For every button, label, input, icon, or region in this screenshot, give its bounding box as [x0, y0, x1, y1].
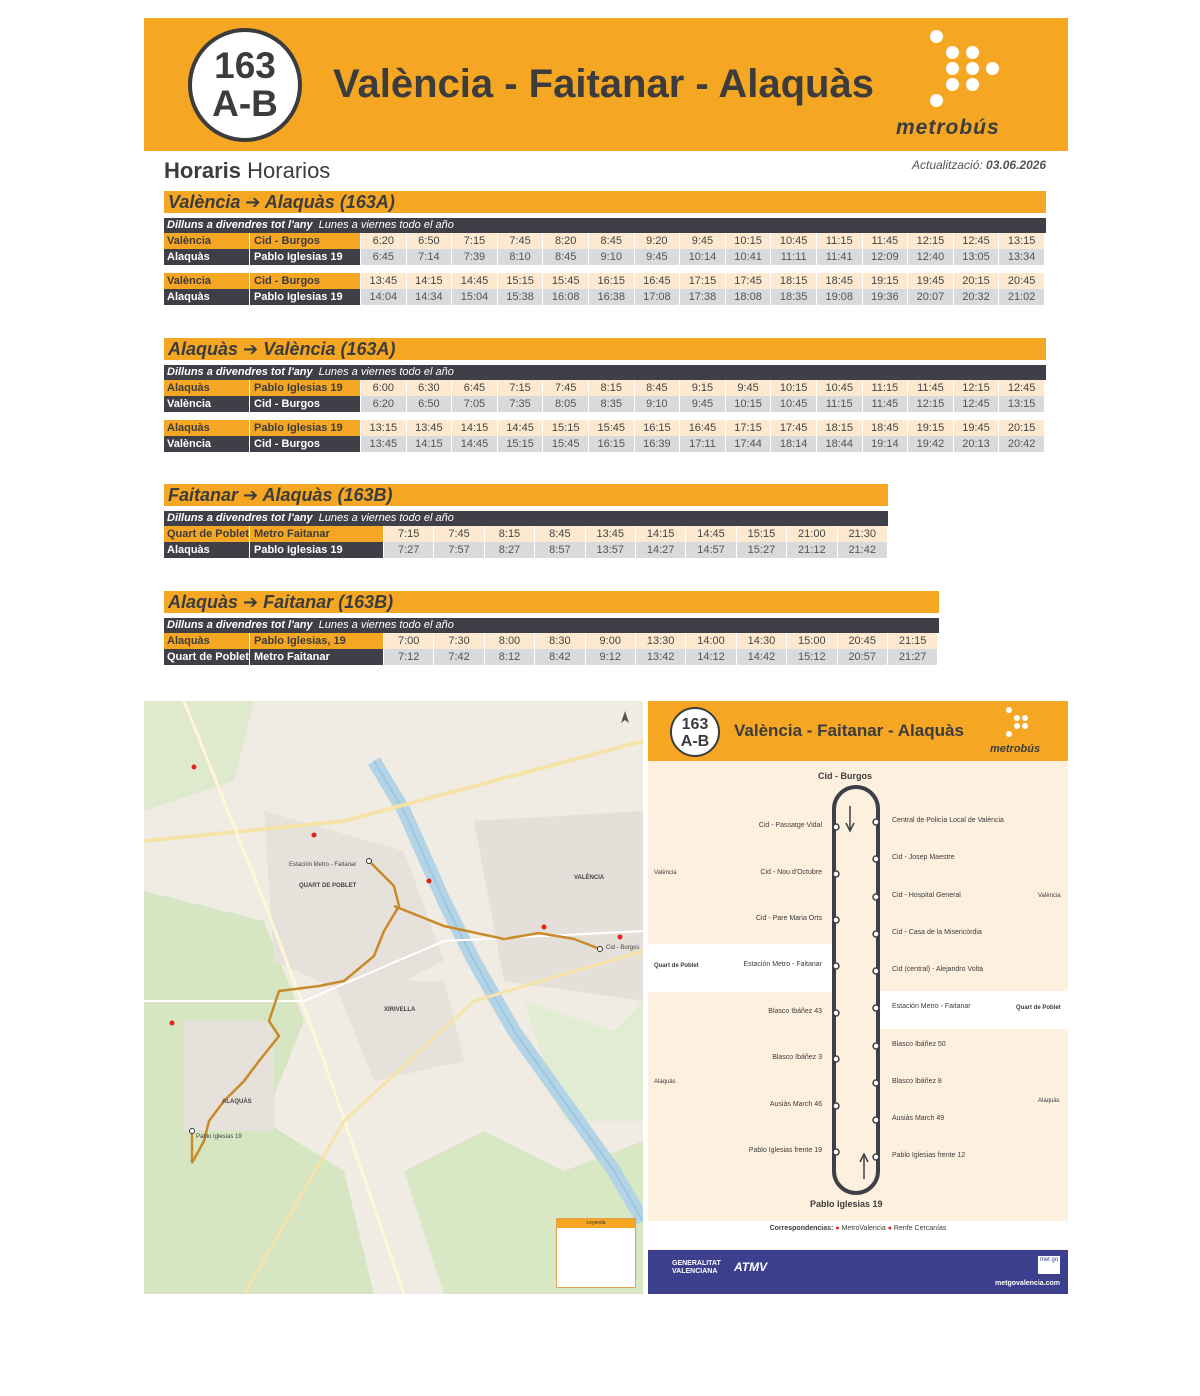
time-cell: 13:05 — [954, 249, 1000, 265]
section-title: Faitanar ➔ Alaquàs (163B) — [164, 484, 888, 506]
time-cell: 12:40 — [908, 249, 954, 265]
timetable-row — [164, 233, 1046, 249]
diagram-stop-dot — [873, 856, 879, 862]
time-cell: 12:15 — [908, 396, 954, 412]
diagram-top-stop: Cid - Burgos — [818, 771, 872, 781]
time-cell: 19:15 — [863, 273, 909, 289]
row-stop: Pablo Iglesias 19 — [250, 542, 384, 558]
time-cell: 15:04 — [452, 289, 498, 305]
time-cell: 14:15 — [636, 526, 686, 542]
time-cell: 14:45 — [498, 420, 544, 436]
correspondences: Correspondencias: ● MetroValencia ● Renfe Cercanías — [769, 1225, 947, 1232]
time-cell: 10:15 — [771, 380, 817, 396]
time-cell: 8:15 — [485, 526, 535, 542]
row-town: València — [164, 233, 250, 249]
diagram-stop-left: Cid - Nou d'Octubre — [760, 869, 822, 876]
diagram-bottom-stop: Pablo Iglesias 19 — [810, 1199, 883, 1209]
time-cell: 8:57 — [535, 542, 585, 558]
time-cell: 16:45 — [635, 273, 681, 289]
diagram-stop-dot — [873, 1117, 879, 1123]
time-cell: 14:04 — [361, 289, 407, 305]
time-cell: 18:08 — [726, 289, 772, 305]
time-cell: 8:15 — [589, 380, 635, 396]
route-number: 163 — [214, 45, 276, 86]
time-cell: 11:11 — [771, 249, 817, 265]
diagram-stop-dot — [833, 824, 839, 830]
time-cell: 17:15 — [680, 273, 726, 289]
time-cell: 13:57 — [586, 542, 636, 558]
diagram-stop-dot — [833, 1010, 839, 1016]
time-cell: 7:45 — [434, 526, 484, 542]
time-cell: 10:41 — [726, 249, 772, 265]
time-cell: 19:45 — [908, 273, 954, 289]
timetable-section — [164, 191, 1046, 305]
time-cell: 15:45 — [543, 436, 589, 452]
diagram-stop-dot — [833, 963, 839, 969]
time-cell: 11:15 — [817, 233, 863, 249]
timetable-section — [164, 338, 1046, 452]
time-cell: 8:20 — [543, 233, 589, 249]
diagram-stop-left: Estación Metro - Faitanar — [743, 961, 822, 968]
atmv-logo: ATMV — [734, 1260, 768, 1274]
map-legend: Leyenda — [556, 1218, 636, 1288]
route-variant: A-B — [212, 83, 278, 124]
metrobus-logo-icon — [924, 28, 1004, 112]
time-cell: 10:45 — [817, 380, 863, 396]
time-cell: 9:45 — [635, 249, 681, 265]
diagram-stop-dot — [873, 1154, 879, 1160]
diagram-stop-dot — [873, 931, 879, 937]
diagram-stop-dot — [873, 1005, 879, 1011]
service-days: Dilluns a divendres tot l'any Lunes a viernes todo el año — [164, 365, 1046, 380]
time-cell: 7:14 — [407, 249, 453, 265]
time-cell: 7:05 — [452, 396, 498, 412]
time-cell: 11:15 — [817, 396, 863, 412]
metgo-logo: met go — [1038, 1256, 1060, 1274]
diagram-stop-dot — [833, 1056, 839, 1062]
time-cell: 9:45 — [726, 380, 772, 396]
time-cell: 14:15 — [407, 273, 453, 289]
time-cell: 15:45 — [543, 273, 589, 289]
time-cell: 16:15 — [589, 436, 635, 452]
diagram-stop-dot — [873, 1080, 879, 1086]
time-cell: 14:30 — [737, 633, 787, 649]
time-cell: 8:45 — [535, 526, 585, 542]
time-cell: 8:05 — [543, 396, 589, 412]
time-cell: 13:34 — [999, 249, 1045, 265]
service-days: Dilluns a divendres tot l'any Lunes a viernes todo el año — [164, 218, 1046, 233]
row-town: València — [164, 273, 250, 289]
timetable-row — [164, 249, 1046, 265]
time-cell: 11:41 — [817, 249, 863, 265]
update-date: Actualització: 03.06.2026 — [912, 158, 1047, 172]
row-town: Alaquàs — [164, 380, 250, 396]
time-cell: 11:45 — [863, 233, 909, 249]
section-title: Alaquàs ➔ València (163A) — [164, 338, 1046, 360]
diagram-stop-dot — [833, 1103, 839, 1109]
time-cell: 7:30 — [434, 633, 484, 649]
row-town: Alaquàs — [164, 633, 250, 649]
row-stop: Metro Faitanar — [250, 649, 384, 665]
time-cell: 17:38 — [680, 289, 726, 305]
time-cell: 15:00 — [787, 633, 837, 649]
time-cell: 13:45 — [361, 436, 407, 452]
time-cell: 16:39 — [635, 436, 681, 452]
time-cell: 20:15 — [954, 273, 1000, 289]
section-title: Alaquàs ➔ Faitanar (163B) — [164, 591, 939, 613]
time-cell: 17:15 — [726, 420, 772, 436]
time-cell: 19:14 — [863, 436, 909, 452]
time-cell: 7:27 — [384, 542, 434, 558]
timetable-row — [164, 420, 1046, 436]
time-cell: 6:45 — [452, 380, 498, 396]
route-map: QUART DE POBLET VALÈNCIA XIRIVELLA ALAQUÀS Estación Metro - Faitanar Cid - Burgos Pablo Iglesias 19 Leyenda — [144, 701, 643, 1294]
timetable-row — [164, 289, 1046, 305]
time-cell: 9:15 — [680, 380, 726, 396]
diagram-stop-left: Cid - Passatge Vidal — [758, 822, 822, 829]
time-cell: 9:00 — [586, 633, 636, 649]
time-cell: 6:30 — [407, 380, 453, 396]
time-cell: 17:11 — [680, 436, 726, 452]
row-town: Quart de Poblet — [164, 649, 250, 665]
time-cell: 11:45 — [863, 396, 909, 412]
time-cell: 10:14 — [680, 249, 726, 265]
diagram-stop-dot — [873, 1043, 879, 1049]
time-cell: 15:27 — [737, 542, 787, 558]
diagram-title: València - Faitanar - Alaquàs — [734, 721, 964, 740]
time-cell: 9:45 — [680, 233, 726, 249]
time-cell: 13:15 — [999, 396, 1045, 412]
time-cell: 18:45 — [817, 273, 863, 289]
time-cell: 14:45 — [686, 526, 736, 542]
timetable-row — [164, 396, 1046, 412]
time-cell: 8:35 — [589, 396, 635, 412]
diagram-stop-right: Blasco Ibáñez 8 — [892, 1078, 942, 1085]
time-cell: 10:45 — [771, 233, 817, 249]
time-cell: 8:00 — [485, 633, 535, 649]
time-cell: 13:42 — [636, 649, 686, 665]
time-cell: 12:09 — [863, 249, 909, 265]
row-town: Alaquàs — [164, 289, 250, 305]
time-cell: 11:45 — [908, 380, 954, 396]
time-cell: 21:02 — [999, 289, 1045, 305]
time-cell: 15:15 — [498, 273, 544, 289]
time-cell: 18:44 — [817, 436, 863, 452]
row-stop: Cid - Burgos — [250, 396, 361, 412]
diagram-stop-right: Cid - Hospital General — [892, 892, 961, 899]
row-town: València — [164, 396, 250, 412]
row-stop: Pablo Iglesias 19 — [250, 289, 361, 305]
time-cell: 12:45 — [954, 396, 1000, 412]
time-cell: 16:15 — [589, 273, 635, 289]
time-cell: 21:15 — [888, 633, 938, 649]
timetable-row — [164, 542, 888, 558]
diagram-stop-right: Pablo Iglesias frente 12 — [892, 1152, 966, 1159]
diagram-route-badge: 163 A-B — [670, 707, 720, 757]
time-cell: 8:10 — [498, 249, 544, 265]
time-cell: 8:12 — [485, 649, 535, 665]
time-cell: 19:36 — [863, 289, 909, 305]
time-cell: 21:12 — [787, 542, 837, 558]
time-cell: 14:15 — [407, 436, 453, 452]
time-cell: 7:15 — [498, 380, 544, 396]
time-cell: 7:15 — [384, 526, 434, 542]
time-cell: 20:42 — [999, 436, 1045, 452]
row-stop: Metro Faitanar — [250, 526, 384, 542]
time-cell: 9:10 — [589, 249, 635, 265]
time-cell: 7:45 — [498, 233, 544, 249]
diagram-stop-left: Ausiàs March 46 — [769, 1101, 822, 1108]
time-cell: 20:07 — [908, 289, 954, 305]
time-cell: 8:45 — [635, 380, 681, 396]
row-stop: Cid - Burgos — [250, 436, 361, 452]
time-cell: 7:00 — [384, 633, 434, 649]
time-cell: 21:27 — [888, 649, 938, 665]
time-cell: 14:00 — [686, 633, 736, 649]
time-cell: 19:42 — [908, 436, 954, 452]
diagram-stop-left: Blasco Ibáñez 43 — [768, 1008, 822, 1015]
diagram-stop-right: Estación Metro - Faitanar — [892, 1003, 971, 1010]
time-cell: 11:15 — [863, 380, 909, 396]
time-cell: 6:20 — [361, 233, 407, 249]
diagram-stop-dot — [833, 1149, 839, 1155]
metrobus-logo-text: metrobús — [896, 116, 1000, 139]
row-town: Alaquàs — [164, 420, 250, 436]
time-cell: 17:44 — [726, 436, 772, 452]
time-cell: 8:30 — [535, 633, 585, 649]
diagram-stop-right: Cid (central) - Alejandro Volta — [892, 966, 984, 973]
schedule-heading: Horaris Horarios — [164, 158, 331, 183]
row-stop: Pablo Iglesias 19 — [250, 380, 361, 396]
diagram-logo-text: metrobús — [990, 743, 1041, 755]
time-cell: 15:12 — [787, 649, 837, 665]
row-stop: Pablo Iglesias 19 — [250, 420, 361, 436]
time-cell: 9:45 — [680, 396, 726, 412]
diagram-stop-right: Central de Policía Local de València — [892, 817, 1004, 824]
time-cell: 15:15 — [737, 526, 787, 542]
time-cell: 6:50 — [407, 396, 453, 412]
diagram-stop-dot — [873, 819, 879, 825]
time-cell: 6:45 — [361, 249, 407, 265]
time-cell: 17:45 — [771, 420, 817, 436]
time-cell: 18:35 — [771, 289, 817, 305]
time-cell: 14:12 — [686, 649, 736, 665]
time-cell: 6:50 — [407, 233, 453, 249]
row-stop: Cid - Burgos — [250, 273, 361, 289]
timetable-section — [164, 591, 939, 665]
time-cell: 7:39 — [452, 249, 498, 265]
diagram-stop-right: Ausiàs March 49 — [892, 1115, 945, 1122]
time-cell: 19:15 — [908, 420, 954, 436]
time-cell: 8:45 — [589, 233, 635, 249]
time-cell: 18:45 — [863, 420, 909, 436]
time-cell: 6:20 — [361, 396, 407, 412]
diagram-stop-right: Cid - Casa de la Misericòrdia — [892, 929, 982, 936]
time-cell: 20:45 — [999, 273, 1045, 289]
row-stop: Pablo Iglesias, 19 — [250, 633, 384, 649]
time-cell: 16:08 — [543, 289, 589, 305]
time-cell: 16:15 — [635, 420, 681, 436]
timetable-row — [164, 649, 939, 665]
time-cell: 19:45 — [954, 420, 1000, 436]
time-cell: 7:35 — [498, 396, 544, 412]
time-cell: 21:00 — [787, 526, 837, 542]
time-cell: 13:15 — [999, 233, 1045, 249]
row-stop: Cid - Burgos — [250, 233, 361, 249]
time-cell: 21:30 — [838, 526, 888, 542]
time-cell: 20:57 — [838, 649, 888, 665]
time-cell: 7:15 — [452, 233, 498, 249]
diagram-stop-left: Cid - Pare Maria Orts — [755, 915, 822, 922]
generalitat-logo: GENERALITAT VALENCIANA — [672, 1260, 721, 1275]
time-cell: 12:45 — [999, 380, 1045, 396]
time-cell: 9:10 — [635, 396, 681, 412]
time-cell: 20:13 — [954, 436, 1000, 452]
time-cell: 9:12 — [586, 649, 636, 665]
time-cell: 16:45 — [680, 420, 726, 436]
route-title: València - Faitanar - Alaquàs — [333, 62, 874, 106]
time-cell: 7:57 — [434, 542, 484, 558]
time-cell: 20:15 — [999, 420, 1045, 436]
time-cell: 7:45 — [543, 380, 589, 396]
section-title: València ➔ Alaquàs (163A) — [164, 191, 1046, 213]
time-cell: 13:45 — [407, 420, 453, 436]
time-cell: 12:15 — [908, 233, 954, 249]
time-cell: 10:45 — [771, 396, 817, 412]
row-stop: Pablo Iglesias 19 — [250, 249, 361, 265]
time-cell: 14:57 — [686, 542, 736, 558]
route-diagram: 163 A-B València - Faitanar - Alaquàs metrobús Cid - Burgos Pablo Iglesias 19 Cid - Passatge Vidal Cid - Nou d'Octubre Cid - Pare Maria Orts Estación Metro - Faitanar Blasco Ibáñez 43 Blasco Ibáñez 3 Ausiàs March 46 Pablo Iglesias frente 19 Central de Policía Local de València Cid - Josep Maestre Cid - Hospital General Cid - Casa de la Misericòrdia Cid (central) - Alejandro Volta Estación Metro - Faitanar Blasco Ibáñez 50 Blasco Ibáñez 8 Ausiàs March 49 Pablo Iglesias frente 12 València València Quart de Poblet Quart de Poblet Alaquàs Alaquàs Correspondencias: ● MetroValencia ● Renfe Cercanías GENERALITAT VALENCIANA ATMV met go metgovalencia.com — [648, 701, 1068, 1294]
time-cell: 6:00 — [361, 380, 407, 396]
time-cell: 18:15 — [817, 420, 863, 436]
diagram-stop-dot — [873, 894, 879, 900]
service-days: Dilluns a divendres tot l'any Lunes a viernes todo el año — [164, 618, 939, 633]
metgo-website[interactable]: metgovalencia.com — [995, 1280, 1060, 1287]
row-town: València — [164, 436, 250, 452]
timetable-row — [164, 380, 1046, 396]
diagram-stop-dot — [833, 917, 839, 923]
time-cell: 15:38 — [498, 289, 544, 305]
time-cell: 12:45 — [954, 233, 1000, 249]
timetable-section — [164, 484, 888, 558]
time-cell: 12:15 — [954, 380, 1000, 396]
time-cell: 13:30 — [636, 633, 686, 649]
time-cell: 14:42 — [737, 649, 787, 665]
time-cell: 7:42 — [434, 649, 484, 665]
time-cell: 16:38 — [589, 289, 635, 305]
diagram-stop-left: Pablo Iglesias frente 19 — [748, 1147, 822, 1154]
diagram-stop-dot — [873, 968, 879, 974]
time-cell: 17:45 — [726, 273, 772, 289]
time-cell: 15:15 — [498, 436, 544, 452]
time-cell: 19:08 — [817, 289, 863, 305]
time-cell: 15:45 — [589, 420, 635, 436]
timetable-row — [164, 273, 1046, 289]
row-town: Alaquàs — [164, 542, 250, 558]
time-cell: 9:20 — [635, 233, 681, 249]
time-cell: 10:15 — [726, 233, 772, 249]
time-cell: 10:15 — [726, 396, 772, 412]
time-cell: 8:42 — [535, 649, 585, 665]
timetable-row — [164, 436, 1046, 452]
row-town: Quart de Poblet — [164, 526, 250, 542]
time-cell: 15:15 — [543, 420, 589, 436]
time-cell: 21:42 — [838, 542, 888, 558]
time-cell: 14:45 — [452, 436, 498, 452]
footer-bar — [648, 1250, 1068, 1294]
time-cell: 17:08 — [635, 289, 681, 305]
row-town: Alaquàs — [164, 249, 250, 265]
timetable-row — [164, 526, 888, 542]
time-cell: 13:45 — [361, 273, 407, 289]
time-cell: 18:15 — [771, 273, 817, 289]
time-cell: 13:15 — [361, 420, 407, 436]
diagram-stop-right: Cid - Josep Maestre — [892, 854, 955, 861]
time-cell: 18:14 — [771, 436, 817, 452]
time-cell: 14:15 — [452, 420, 498, 436]
service-days: Dilluns a divendres tot l'any Lunes a viernes todo el año — [164, 511, 888, 526]
time-cell: 14:34 — [407, 289, 453, 305]
time-cell: 14:45 — [452, 273, 498, 289]
diagram-stop-right: Blasco Ibáñez 50 — [892, 1041, 946, 1048]
time-cell: 20:32 — [954, 289, 1000, 305]
time-cell: 13:45 — [586, 526, 636, 542]
header-banner — [144, 18, 1068, 151]
diagram-stop-left: Blasco Ibáñez 3 — [772, 1054, 822, 1061]
time-cell: 14:27 — [636, 542, 686, 558]
time-cell: 8:45 — [543, 249, 589, 265]
diagram-stop-dot — [833, 871, 839, 877]
route-badge — [188, 28, 302, 142]
timetable-row — [164, 633, 939, 649]
time-cell: 20:45 — [838, 633, 888, 649]
time-cell: 8:27 — [485, 542, 535, 558]
time-cell: 7:12 — [384, 649, 434, 665]
